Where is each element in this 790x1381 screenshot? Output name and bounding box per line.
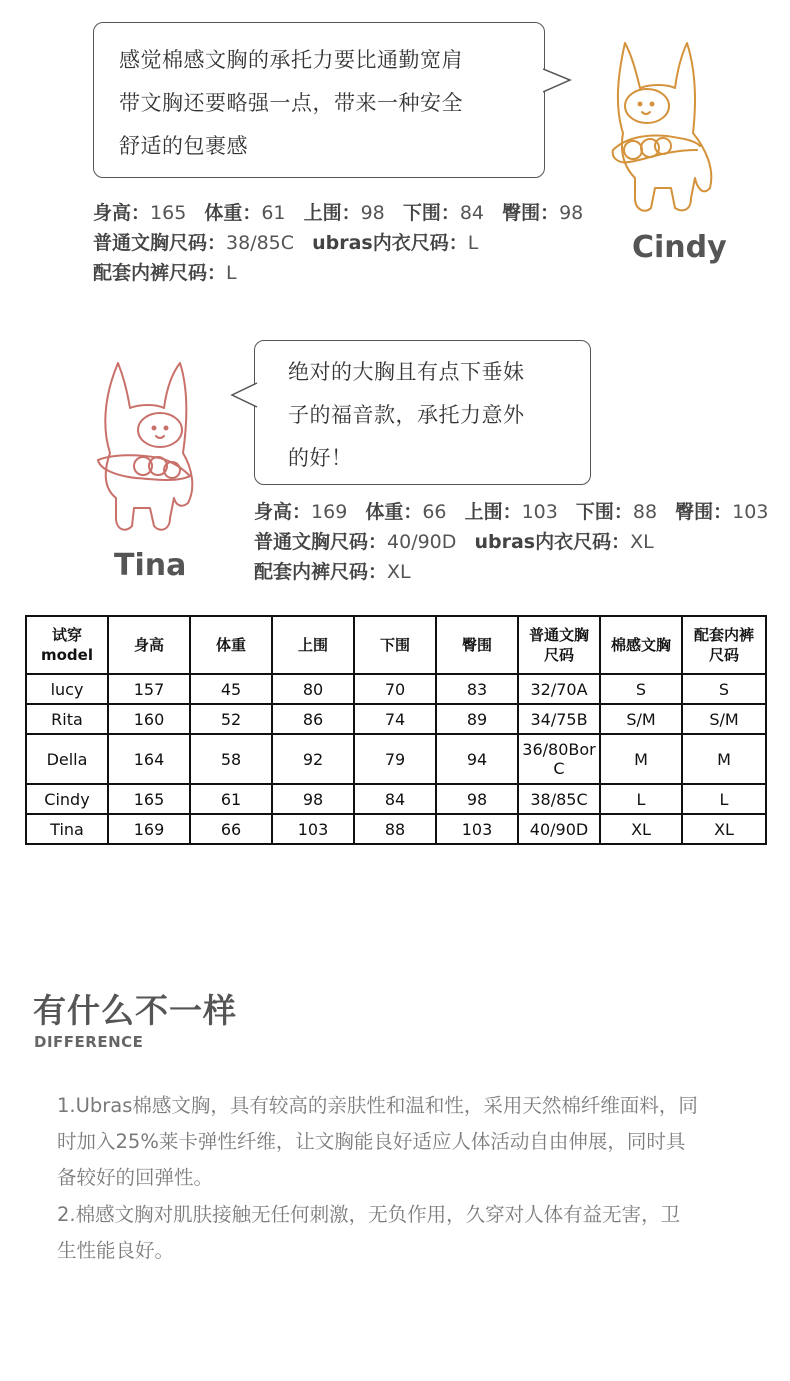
table-cell: 160 xyxy=(108,704,190,734)
table-row xyxy=(26,674,766,704)
stat-value: XL xyxy=(387,561,411,583)
table-cell: 164 xyxy=(108,734,190,784)
table-cell: 38/85C xyxy=(518,784,600,814)
table-cell: 94 xyxy=(436,734,518,784)
stat-key: 身高： xyxy=(93,202,151,224)
stat-key: 下围： xyxy=(402,202,460,224)
tina-quote-line: 的好！ xyxy=(288,446,353,470)
cindy-quote-line: 带文胸还要略强一点，带来一种安全 xyxy=(119,91,463,115)
column-header: 普通文胸 尺码 xyxy=(518,616,600,674)
section-title: 有什么不一样 xyxy=(33,991,237,1030)
table-cell: 34/75B xyxy=(518,704,600,734)
table-cell: 98 xyxy=(436,784,518,814)
table-cell: 32/70A xyxy=(518,674,600,704)
table-row xyxy=(26,734,766,784)
section-subtitle: DIFFERENCE xyxy=(34,1033,144,1051)
table-cell: Rita xyxy=(26,704,108,734)
tina-quote-line: 子的福音款，承托力意外 xyxy=(288,403,525,427)
table-cell: 157 xyxy=(108,674,190,704)
column-header: 臀围 xyxy=(436,616,518,674)
stat-value: 169 xyxy=(311,501,348,523)
table-cell: M xyxy=(682,734,766,784)
stat-key: 臀围： xyxy=(502,202,560,224)
table-cell: 92 xyxy=(272,734,354,784)
table-cell: 52 xyxy=(190,704,272,734)
table-cell: L xyxy=(600,784,682,814)
stat-key: 体重： xyxy=(204,202,262,224)
cindy-bubble-tail xyxy=(543,66,573,96)
stat-value: 98 xyxy=(559,202,584,224)
table-cell: 79 xyxy=(354,734,436,784)
stat-key: 体重： xyxy=(365,501,423,523)
tina-bubble-tail xyxy=(230,380,258,410)
stat-key: ubras内衣尺码： xyxy=(474,531,631,553)
table-cell: Tina xyxy=(26,814,108,844)
stat-key: 普通文胸尺码： xyxy=(93,232,227,254)
table-cell: 45 xyxy=(190,674,272,704)
table-cell: 61 xyxy=(190,784,272,814)
stat-value: 61 xyxy=(261,202,286,224)
table-cell: XL xyxy=(600,814,682,844)
table-cell: 66 xyxy=(190,814,272,844)
table-row xyxy=(26,784,766,814)
table-header-row xyxy=(26,616,766,674)
tina-stats-row-1 xyxy=(254,497,768,527)
tina-stats-row-3 xyxy=(254,557,423,587)
table-cell: S xyxy=(682,674,766,704)
table-cell: 98 xyxy=(272,784,354,814)
table-cell: 165 xyxy=(108,784,190,814)
table-cell: Della xyxy=(26,734,108,784)
stat-key: 身高： xyxy=(254,501,312,523)
stat-key: ubras内衣尺码： xyxy=(312,232,468,254)
stat-key: 配套内裤尺码： xyxy=(93,262,227,284)
stat-value: 88 xyxy=(632,501,658,523)
stat-value: 66 xyxy=(422,501,447,523)
table-cell: 169 xyxy=(108,814,190,844)
table-cell: 89 xyxy=(436,704,518,734)
stat-value: L xyxy=(467,232,479,254)
size-table xyxy=(25,615,767,845)
cindy-quote-line: 舒适的包裹感 xyxy=(119,134,248,158)
stat-value: 40/90D xyxy=(387,531,457,553)
table-cell: S xyxy=(600,674,682,704)
table-cell: L xyxy=(682,784,766,814)
difference-paragraph-1: 1.Ubras棉感文胸，具有较高的亲肤性和温和性，采用天然棉纤维面料，同 时加入25%莱卡弹性纤维，让文胸能良好适应人体活动自由伸展，同时具 备较好的回弹性。 xyxy=(57,1094,698,1189)
table-row xyxy=(26,814,766,844)
table-cell: 83 xyxy=(436,674,518,704)
tina-name: Tina xyxy=(114,548,187,583)
stat-value: 103 xyxy=(732,501,769,523)
tina-stats-row-2 xyxy=(254,527,666,557)
table-cell: 58 xyxy=(190,734,272,784)
table-cell: 103 xyxy=(272,814,354,844)
difference-paragraph-2: 2.棉感文胸对肌肤接触无任何刺激，无负作用，久穿对人体有益无害，卫 生性能良好。 xyxy=(57,1203,681,1262)
stat-value: 103 xyxy=(521,501,558,523)
cindy-name: Cindy xyxy=(632,230,727,265)
table-cell: M xyxy=(600,734,682,784)
stat-value: XL xyxy=(630,531,654,553)
table-cell: 40/90D xyxy=(518,814,600,844)
column-header: 下围 xyxy=(354,616,436,674)
table-cell: lucy xyxy=(26,674,108,704)
cindy-quote-line: 感觉棉感文胸的承托力要比通勤宽肩 xyxy=(119,48,463,72)
column-header: 上围 xyxy=(272,616,354,674)
table-cell: Cindy xyxy=(26,784,108,814)
stat-key: 臀围： xyxy=(675,501,733,523)
stat-key: 普通文胸尺码： xyxy=(254,531,388,553)
column-header: 棉感文胸 xyxy=(600,616,682,674)
tina-mascot-icon xyxy=(88,358,203,538)
column-header: 体重 xyxy=(190,616,272,674)
cindy-quote-bubble xyxy=(93,22,545,178)
tina-quote-bubble xyxy=(254,340,591,485)
cindy-stats-row-1 xyxy=(93,198,595,228)
stat-key: 上围： xyxy=(464,501,522,523)
stat-key: 上围： xyxy=(303,202,361,224)
table-cell: 74 xyxy=(354,704,436,734)
table-cell: XL xyxy=(682,814,766,844)
cindy-stats-row-3 xyxy=(93,258,249,288)
table-cell: 84 xyxy=(354,784,436,814)
table-cell: 86 xyxy=(272,704,354,734)
table-cell: 88 xyxy=(354,814,436,844)
table-cell: S/M xyxy=(600,704,682,734)
tina-quote-line: 绝对的大胸且有点下垂妹 xyxy=(288,360,525,384)
stat-key: 下围： xyxy=(575,501,633,523)
stat-value: 38/85C xyxy=(226,232,295,254)
stat-value: L xyxy=(226,262,237,284)
column-header: 试穿 model xyxy=(26,616,108,674)
stat-value: 98 xyxy=(360,202,385,224)
table-cell: 103 xyxy=(436,814,518,844)
column-header: 身高 xyxy=(108,616,190,674)
table-cell: 70 xyxy=(354,674,436,704)
table-cell: 36/80Bor C xyxy=(518,734,600,784)
table-cell: S/M xyxy=(682,704,766,734)
cindy-stats-row-2 xyxy=(93,228,490,258)
cindy-mascot-icon xyxy=(605,38,720,218)
stat-key: 配套内裤尺码： xyxy=(254,561,388,583)
table-cell: 80 xyxy=(272,674,354,704)
stat-value: 84 xyxy=(459,202,485,224)
column-header: 配套内裤 尺码 xyxy=(682,616,766,674)
stat-value: 165 xyxy=(150,202,187,224)
table-row xyxy=(26,704,766,734)
